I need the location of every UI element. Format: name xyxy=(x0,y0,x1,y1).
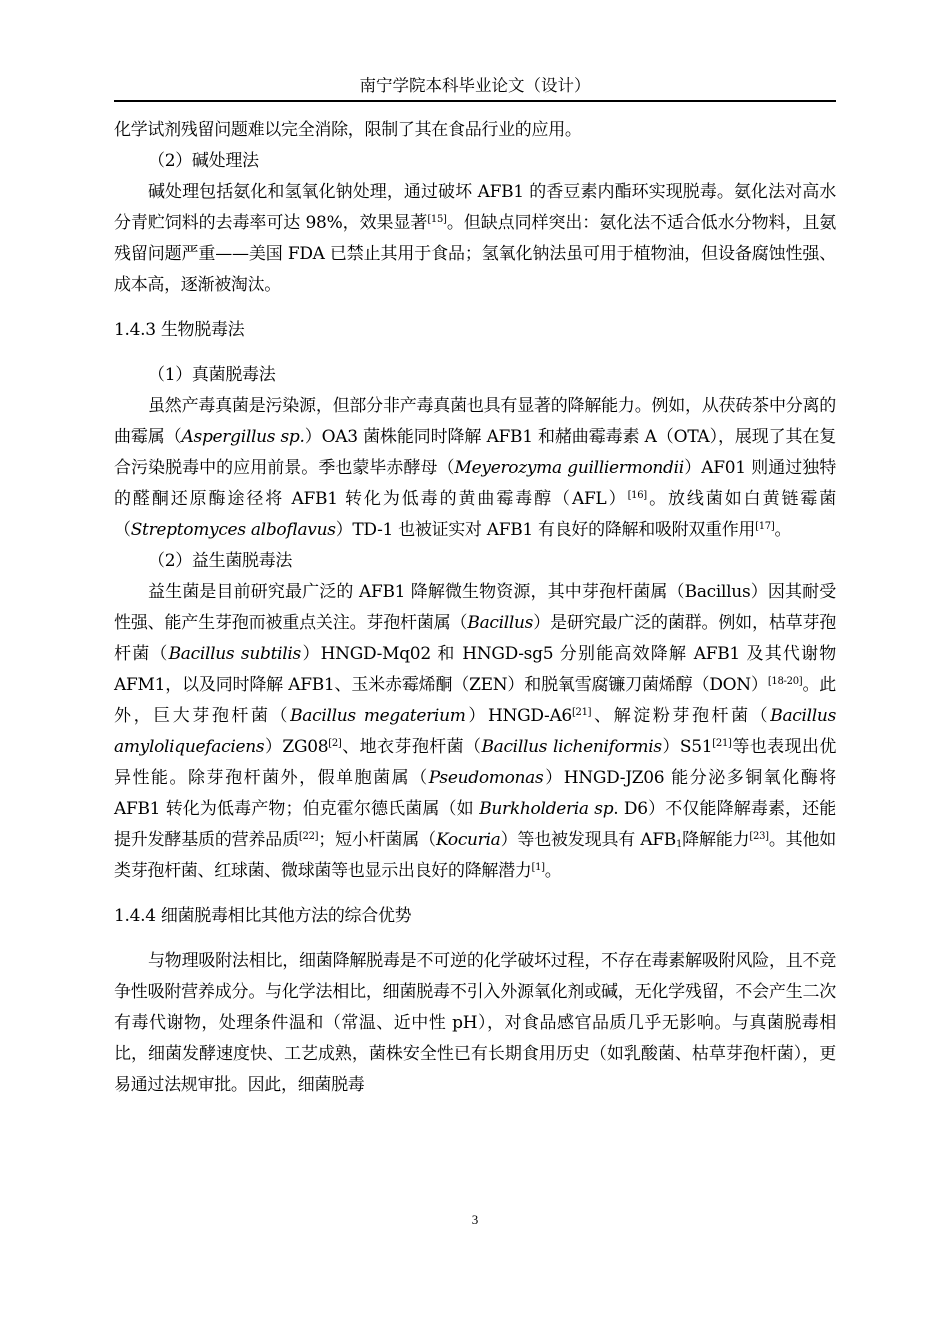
species-name: Bacillus subtilis xyxy=(168,644,301,664)
species-name: Burkholderia sp xyxy=(479,799,614,819)
text-run: ）是研究最广泛的菌群。例如，枯草芽孢杆菌（ xyxy=(114,613,836,664)
species-name: Bacillus xyxy=(467,613,534,633)
running-header: 南宁学院本科毕业论文（设计） xyxy=(359,76,591,95)
section-heading-1-4-4: 1.4.4 细菌脱毒相比其他方法的综合优势 xyxy=(114,906,412,926)
text-run: 降解能力 xyxy=(682,830,750,850)
text-run: 。但缺点同样突出：氨化法不适合低水分物料，且氨残留问题严重——美国 FDA 已禁止其用于食品；氢氧化钠法虽可用于植物油，但设备腐蚀性强、成本高，逐渐被淘汰。 xyxy=(114,213,836,295)
text-run: 。 xyxy=(544,861,562,881)
species-name: Meyerozyma guilliermondii xyxy=(454,458,684,478)
subheading-alkali: （2）碱处理法 xyxy=(148,151,259,171)
text-run: ；短小杆菌属（ xyxy=(318,830,436,850)
header-rule xyxy=(114,100,836,102)
subheading-fungi: （1）真菌脱毒法 xyxy=(148,365,276,385)
section-heading-1-4-3: 1.4.3 生物脱毒法 xyxy=(114,320,245,340)
paragraph-fungi xyxy=(114,391,836,546)
citation-ref: [23] xyxy=(749,831,769,842)
text-run: ）等也被发现具有 AFB xyxy=(500,830,676,850)
text-run: 。其他如类芽孢杆菌、红球菌、微球菌等也显示出良好的降解潜力 xyxy=(114,830,836,881)
citation-ref: [18-20] xyxy=(767,676,803,687)
body-text xyxy=(114,115,836,1101)
paragraph-chemical-end xyxy=(114,115,836,146)
paragraph-probiotic xyxy=(114,577,836,887)
text-run: 益生菌是目前研究最广泛的 AFB1 降解微生物资源，其中芽孢杆菌属（Bacillus）因其耐受性强、能产生芽孢而被重点关注。芽孢杆菌属（ xyxy=(114,582,836,633)
text-run: ）HNGD-JZ06 能分泌多铜氧化酶将 AFB1 转化为低毒产物；伯克霍尔德氏菌属（如 xyxy=(114,768,836,819)
species-name: Kocuria xyxy=(435,830,501,850)
text-run: ）TD-1 也被证实对 AFB1 有良好的降解和吸附双重作用 xyxy=(335,520,756,540)
citation-ref: [1] xyxy=(531,862,545,873)
citation-ref: [21] xyxy=(712,738,732,749)
text-run: 虽然产毒真菌是污染源，但部分非产毒真菌也具有显著的降解能力。例如，从茯砖茶中分离的曲霉属（ xyxy=(114,396,836,447)
species-name: Bacillus megaterium xyxy=(290,706,466,726)
text-run: 、解淀粉芽孢杆菌（ xyxy=(591,706,771,726)
text-run: . D6）不仅能降解毒素，还能提升发酵基质的营养品质 xyxy=(114,799,836,850)
text-run: 。此外，巨大芽孢杆菌（ xyxy=(114,675,837,726)
text-run: 化学试剂残留问题难以完全消除，限制了其在食品行业的应用。 xyxy=(114,120,582,140)
citation-ref: [22] xyxy=(298,831,319,842)
text-run: ）HNGD-Mq02 和 HNGD-sg5 分别能高效降解 AFB1 及其代谢物 AFM1，以及同时降解 AFB1、玉米赤霉烯酮（ZEN）和脱氧雪腐镰刀菌烯醇（DON） xyxy=(114,644,837,695)
paragraph-alkali xyxy=(114,177,836,301)
page-number: 3 xyxy=(471,1212,479,1227)
text-run: 、地衣芽孢杆菌（ xyxy=(341,737,482,757)
text-run: ）HNGD-A6 xyxy=(465,706,572,726)
text-run: 。放线菌如白黄链霉菌（ xyxy=(114,489,837,540)
species-name: Aspergillus sp. xyxy=(181,427,305,447)
citation-ref: [21] xyxy=(571,707,592,718)
text-run: 等也表现出优异性能。除芽孢杆菌外，假单胞菌属（ xyxy=(114,737,837,788)
subscript: 1 xyxy=(675,839,683,850)
text-run: 碱处理包括氨化和氢氧化钠处理，通过破坏 AFB1 的香豆素内酯环实现脱毒。氨化法对高水分青贮饲料的去毒率可达 98%，效果显著 xyxy=(114,182,836,233)
text-run: ）ZG08 xyxy=(264,737,329,757)
citation-ref: [16] xyxy=(627,490,647,501)
citation-ref: [17] xyxy=(755,521,775,532)
text-run: 。 xyxy=(774,520,792,540)
species-name: Bacillus licheniformis xyxy=(481,737,662,757)
species-name: Streptomyces alboflavus xyxy=(130,520,336,540)
species-name: Pseudomonas xyxy=(428,768,544,788)
text-run: ）S51 xyxy=(661,737,713,757)
citation-ref: [15] xyxy=(427,214,447,225)
text-run: ）OA3 菌株能同时降解 AFB1 和赭曲霉毒素 A（OTA），展现了其在复合污染脱毒中的应用前景。季也蒙毕赤酵母（ xyxy=(114,427,836,478)
subheading-probiotic: （2）益生菌脱毒法 xyxy=(148,551,293,571)
species-name: Bacillus amyloliquefaciens xyxy=(114,706,836,757)
citation-ref: [2] xyxy=(328,738,342,749)
text-run: ）AF01 则通过独特的醛酮还原酶途径将 AFB1 转化为低毒的黄曲霉毒醇（AFL） xyxy=(114,458,836,509)
paragraph-advantages: 与物理吸附法相比，细菌降解脱毒是不可逆的化学破坏过程，不存在毒素解吸附风险，且不竞争性吸附营养成分。与化学法相比，细菌脱毒不引入外源氧化剂或碱，无化学残留，不会产生二次有毒代谢物，处理条件温和（常温、近中性 pH），对食品感官品质几乎无影响。与真菌脱毒相比，细菌发酵速度快、工艺成熟，菌株安全性已有长期食用历史（如乳酸菌、枯草芽孢杆菌），更易通过法规审批。因此，细菌脱毒 xyxy=(114,951,836,1095)
